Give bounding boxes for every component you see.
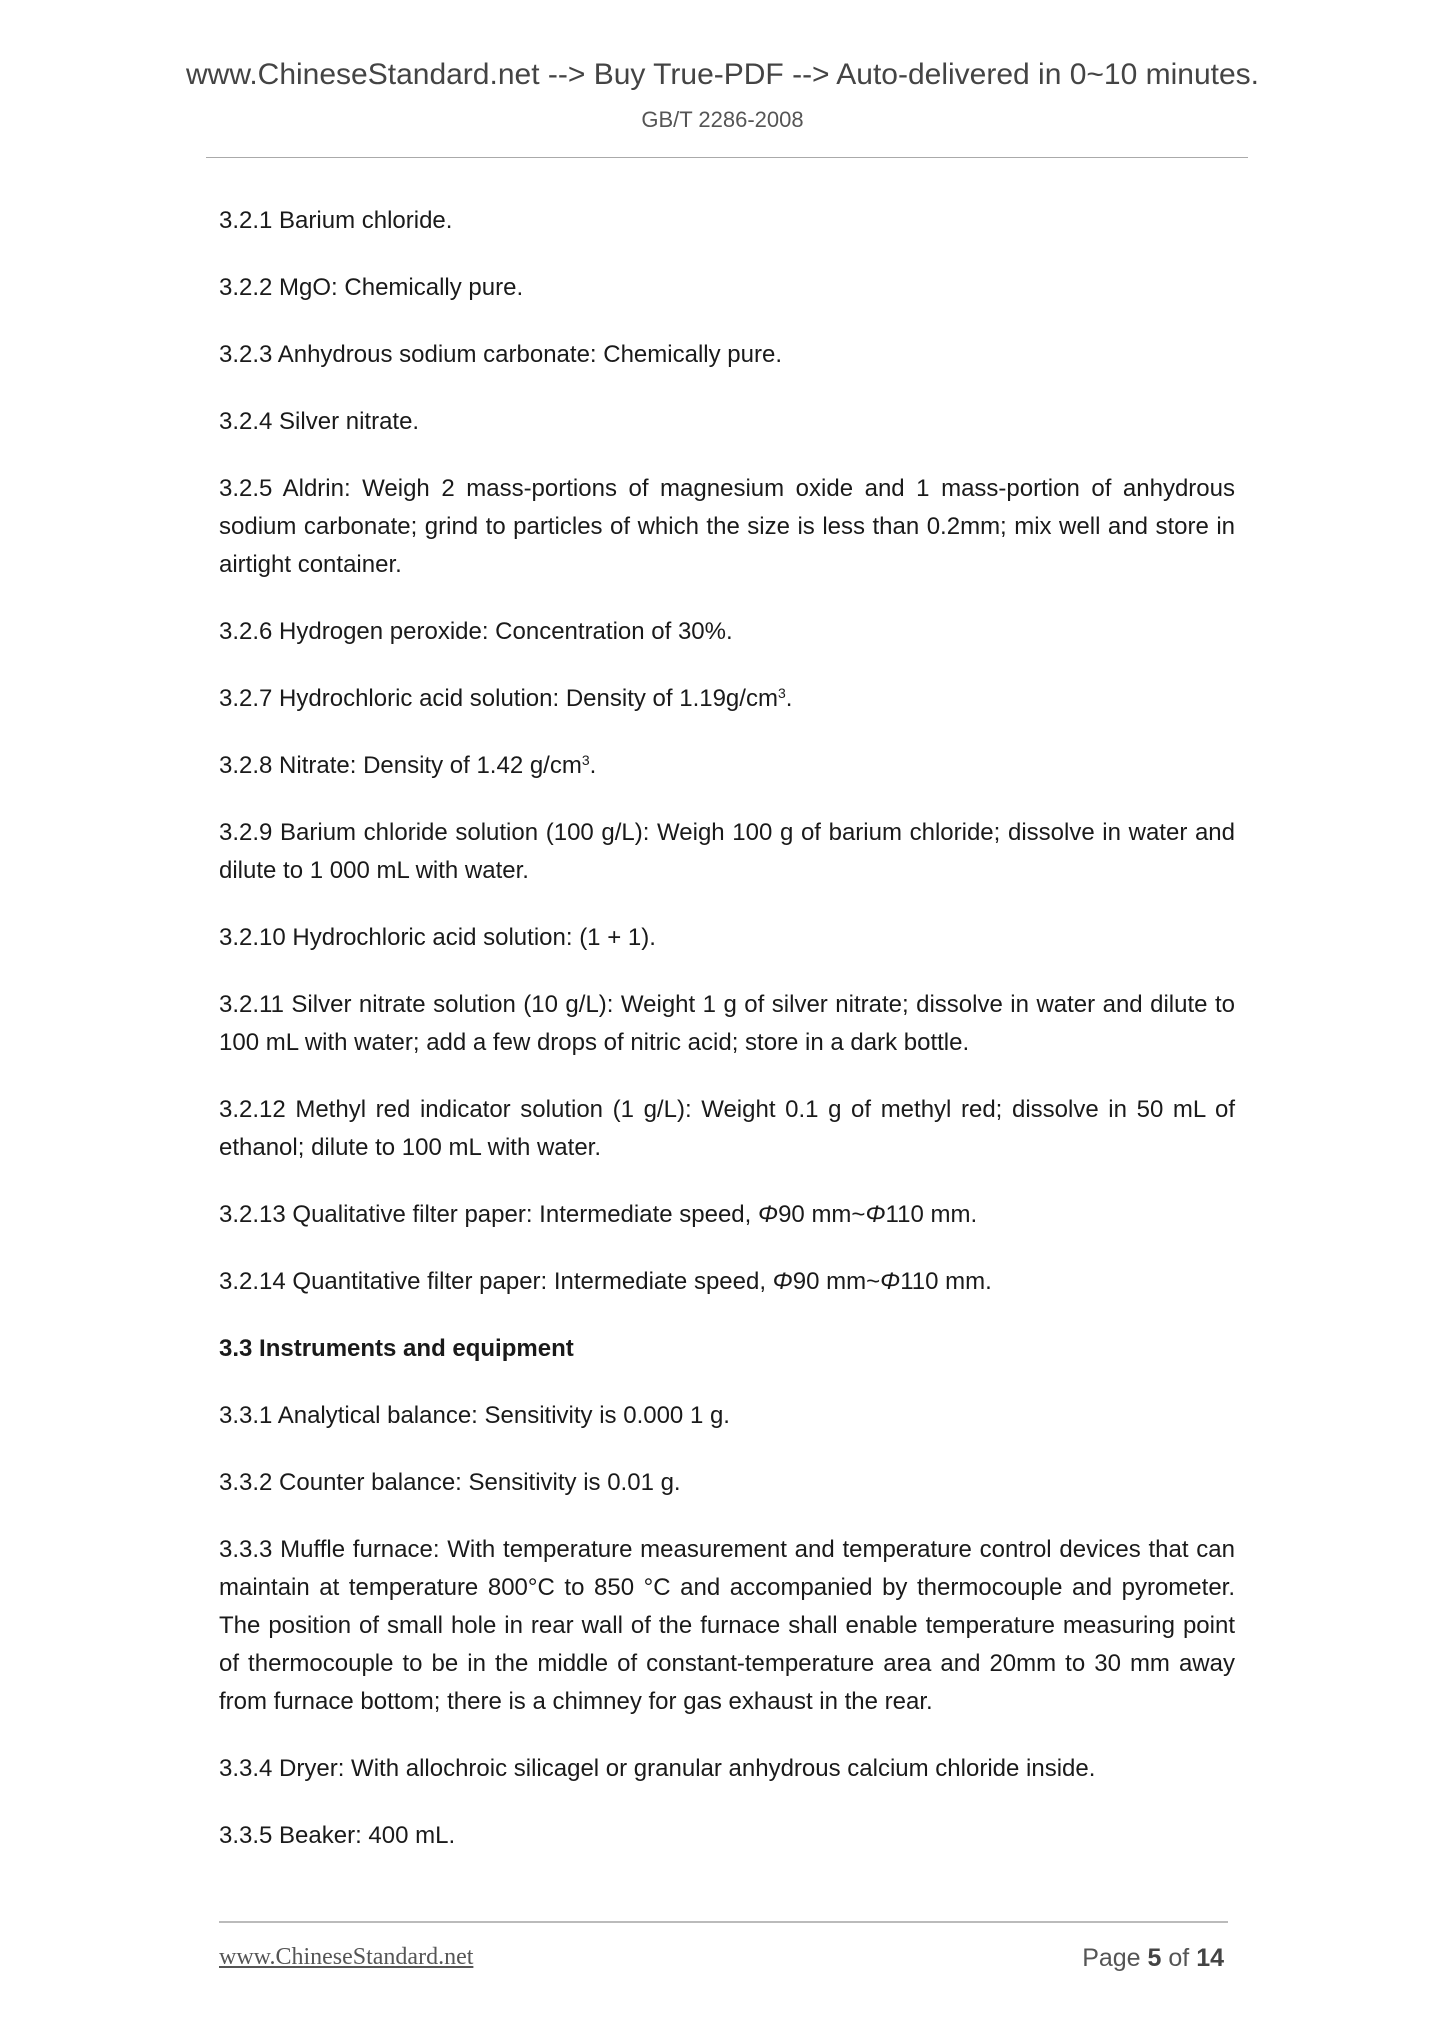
standard-code: GB/T 2286-2008 [641,107,804,132]
phi-symbol: Φ [772,1268,793,1295]
paragraph-3-3-4: 3.3.4 Dryer: With allochroic silicagel or granular anhydrous calcium chloride inside. [219,1755,1096,1782]
header-banner: www.ChineseStandard.net --> Buy True-PDF --> Auto-delivered in 0~10 minutes. [185,58,1260,91]
phi-symbol: Φ [865,1201,886,1228]
paragraph-3-2-12: 3.2.12 Methyl red indicator solution (1 g/L): Weight 0.1 g of methyl red; dissolve in 50 mL of ethanol; dilute to 100 mL with water. [219,1096,1235,1161]
text: 3.2.13 Qualitative filter paper: Intermediate speed, [219,1201,758,1228]
page-of: of [1161,1944,1197,1972]
text: 90 mm~ [778,1201,866,1228]
page-label: Page [1082,1944,1148,1972]
paragraph-3-3-2: 3.3.2 Counter balance: Sensitivity is 0.01 g. [219,1469,681,1496]
paragraph-3-2-10: 3.2.10 Hydrochloric acid solution: (1 + 1). [219,924,656,951]
paragraph-3-3-1: 3.3.1 Analytical balance: Sensitivity is 0.000 1 g. [219,1402,730,1429]
paragraph-3-2-2: 3.2.2 MgO: Chemically pure. [219,274,524,301]
paragraph-3-2-8 [219,747,1235,785]
superscript: 3 [777,685,786,701]
text: 110 mm. [900,1268,992,1295]
paragraph-3-2-5: 3.2.5 Aldrin: Weigh 2 mass-portions of magnesium oxide and 1 mass-portion of anhydrous sodium carbonate; grind to particles of which the size is less than 0.2mm; mix well and store in airtight container. [219,475,1235,578]
paragraph-3-3-3: 3.3.3 Muffle furnace: With temperature measurement and temperature control devices that can maintain at temperature 800°C to 850 °C and accompanied by thermocouple and pyrometer. The position of small hole in rear wall of the furnace shall enable temperature measuring point of thermocouple to be in the middle of constant-temperature area and 20mm to 30 mm away from furnace bottom; there is a chimney for gas exhaust in the rear. [219,1536,1235,1715]
phi-symbol: Φ [757,1201,779,1228]
paragraph-3-2-9: 3.2.9 Barium chloride solution (100 g/L): Weigh 100 g of barium chloride; dissolve in water and dilute to 1 000 mL with water. [219,819,1235,884]
document-body [219,202,1235,1884]
page-number [1082,1944,1224,1973]
text: 3.2.14 Quantitative filter paper: Intermediate speed, [219,1268,773,1295]
header-divider [206,157,1248,158]
paragraph-3-2-11: 3.2.11 Silver nitrate solution (10 g/L): Weight 1 g of silver nitrate; dissolve in water and dilute to 100 mL with water; add a few drops of nitric acid; store in a dark bottle. [219,991,1235,1056]
text: 3.2.7 Hydrochloric acid solution: Density of 1.19g/cm [219,685,778,712]
current-page: 5 [1147,1944,1162,1972]
paragraph-3-2-3: 3.2.3 Anhydrous sodium carbonate: Chemically pure. [219,341,782,368]
phi-symbol: Φ [880,1268,901,1295]
paragraph-3-2-4: 3.2.4 Silver nitrate. [219,408,420,435]
text: . [785,685,793,712]
total-pages: 14 [1196,1944,1224,1972]
footer-divider [219,1921,1228,1923]
paragraph-3-2-13 [219,1196,1235,1234]
paragraph-3-2-6: 3.2.6 Hydrogen peroxide: Concentration of 30%. [219,618,733,645]
paragraph-3-3-5: 3.3.5 Beaker: 400 mL. [219,1822,456,1849]
text: 110 mm. [885,1201,978,1228]
footer-website-link[interactable]: www.ChineseStandard.net [219,1944,474,1970]
paragraph-3-2-7 [219,680,1235,718]
paragraph-3-2-14 [219,1263,1235,1301]
text: 90 mm~ [792,1268,881,1295]
text: . [589,752,597,779]
text: 3.2.8 Nitrate: Density of 1.42 g/cm [219,752,582,779]
superscript: 3 [581,752,590,768]
paragraph-3-2-1: 3.2.1 Barium chloride. [219,207,453,234]
section-heading-3-3: 3.3 Instruments and equipment [219,1335,574,1362]
